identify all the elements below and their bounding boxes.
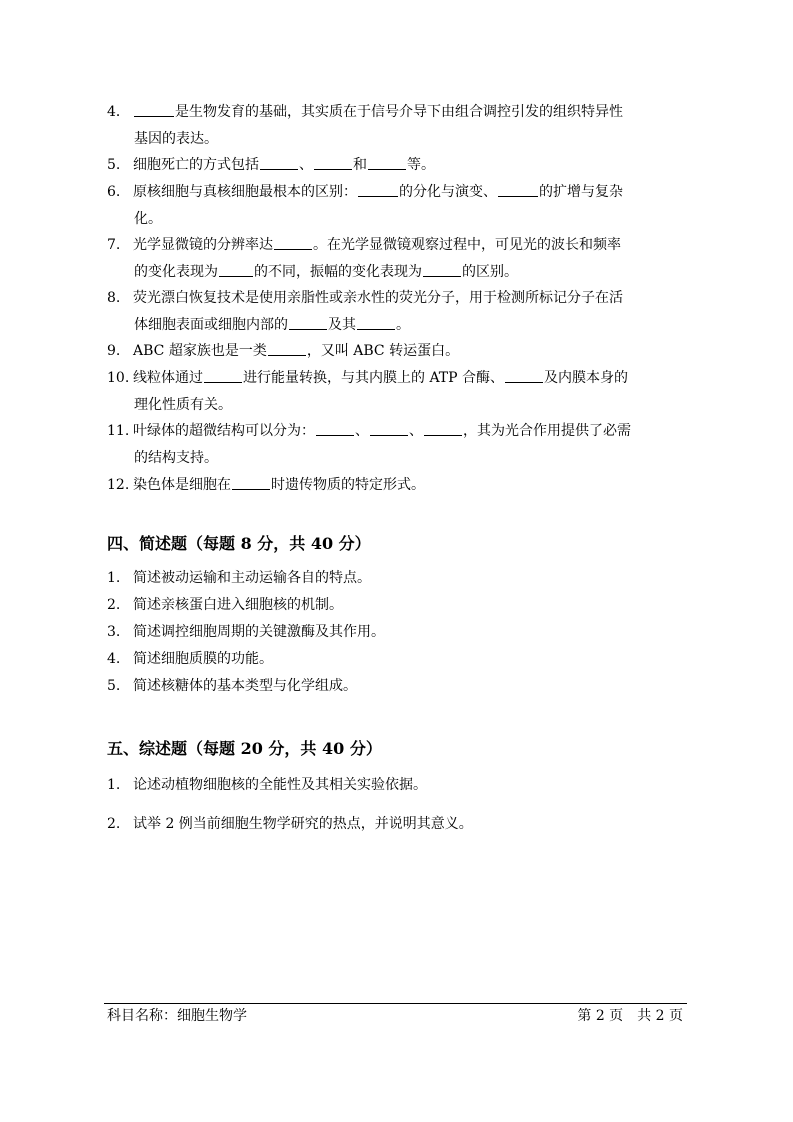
item-text: 的扩增与复杂 (539, 184, 623, 200)
short-answer-question-2 (107, 594, 343, 616)
footer-divider (104, 1003, 687, 1004)
item-number: 8. (107, 290, 121, 306)
item-text: 等。 (407, 157, 435, 173)
fill-item-10 (107, 365, 692, 413)
fill-item-8 (107, 285, 692, 333)
item-text: 染色体是细胞在 (133, 477, 231, 493)
item-number: 5. (107, 157, 121, 173)
item-text: 、 (409, 423, 423, 439)
answer-blank (370, 421, 408, 436)
item-text: 的分化与演变、 (399, 184, 497, 200)
short-answer-question-4 (107, 648, 273, 670)
item-number: 7. (107, 237, 121, 253)
answer-blank (134, 102, 174, 117)
item-number: 9. (107, 343, 121, 359)
item-text: 是生物发育的基础，其实质在于信号介导下由组合调控引发的组织特异性 (175, 104, 623, 120)
answer-blank (357, 315, 395, 330)
item-number: 10. (107, 370, 130, 386)
item-continuation: 化。 (134, 211, 162, 227)
question-text: 试举 2 例当前细胞生物学研究的热点，并说明其意义。 (133, 816, 473, 832)
question-text: 论述动植物细胞核的全能性及其相关实验依据。 (133, 777, 427, 793)
answer-blank (505, 368, 543, 383)
item-text: ，其为光合作用提供了必需 (463, 423, 631, 439)
item-continuation (134, 312, 410, 339)
answer-blank (423, 262, 461, 277)
answer-blank (204, 368, 242, 383)
question-text: 简述调控细胞周期的关键激酶及其作用。 (133, 624, 385, 640)
item-continuation: 基因的表达。 (134, 131, 218, 147)
question-text: 简述亲核蛋白进入细胞核的机制。 (133, 597, 343, 613)
item-number: 1. (107, 570, 121, 586)
item-continuation: 的结构支持。 (134, 450, 218, 466)
essay-question-1 (107, 774, 427, 796)
answer-blank (219, 262, 253, 277)
answer-blank (316, 421, 354, 436)
fill-item-5 (107, 152, 692, 179)
item-text: ，又叫 ABC 转运蛋白。 (306, 343, 460, 359)
fill-item-4 (107, 99, 692, 147)
item-text: 叶绿体的超微结构可以分为： (133, 423, 315, 439)
item-number: 11. (107, 423, 130, 439)
item-text: 及其 (328, 317, 356, 333)
essay-question-2 (107, 813, 473, 835)
item-text: 光学显微镜的分辨率达 (133, 237, 273, 253)
item-number: 6. (107, 184, 121, 200)
answer-blank (274, 235, 312, 250)
page-total: 共 2 页 (637, 1008, 683, 1024)
answer-blank (498, 182, 538, 197)
item-text: 。在光学显微镜观察过程中，可见光的波长和频率 (313, 237, 621, 253)
question-text: 简述核糖体的基本类型与化学组成。 (133, 678, 357, 694)
answer-blank (314, 155, 352, 170)
fill-item-6 (107, 179, 692, 227)
item-number: 1. (107, 777, 121, 793)
item-text: 进行能量转换，与其内膜上的 ATP 合酶、 (243, 370, 505, 386)
answer-blank (260, 155, 298, 170)
footer-page-info (577, 1005, 683, 1027)
item-text: 的不同，振幅的变化表现为 (254, 264, 422, 280)
item-text: 体细胞表面或细胞内部的 (134, 317, 288, 333)
section-heading-short-answer: 四、简述题（每题 8 分，共 40 分） (107, 534, 371, 553)
item-text: 、 (299, 157, 313, 173)
item-text: 和 (353, 157, 367, 173)
item-number: 12. (107, 477, 130, 493)
item-text: 。 (396, 317, 410, 333)
item-number: 2. (107, 597, 121, 613)
short-answer-question-1 (107, 567, 371, 589)
item-text: 、 (355, 423, 369, 439)
question-text: 简述被动运输和主动运输各自的特点。 (133, 570, 371, 586)
fill-item-12 (107, 472, 692, 499)
item-number: 4． (107, 104, 130, 120)
short-answer-question-3 (107, 621, 385, 643)
item-continuation (134, 259, 518, 286)
fill-item-11 (107, 418, 692, 466)
short-answer-question-5 (107, 675, 357, 697)
item-number: 5. (107, 678, 121, 694)
item-number: 3. (107, 624, 121, 640)
question-text: 简述细胞质膜的功能。 (133, 651, 273, 667)
item-text: 荧光漂白恢复技术是使用亲脂性或亲水性的荧光分子，用于检测所标记分子在活 (133, 290, 623, 306)
page-number: 第 2 页 (577, 1008, 624, 1024)
item-text: 线粒体通过 (133, 370, 203, 386)
item-text: 时遗传物质的特定形式。 (271, 477, 425, 493)
item-text: 的区别。 (462, 264, 518, 280)
item-text: 细胞死亡的方式包括 (133, 157, 259, 173)
footer-subject: 科目名称：细胞生物学 (107, 1008, 247, 1024)
answer-blank (358, 182, 398, 197)
item-text: 及内膜本身的 (544, 370, 629, 386)
item-text: ABC 超家族也是一类 (133, 343, 267, 359)
fill-item-7 (107, 232, 692, 280)
answer-blank (368, 155, 406, 170)
item-number: 4. (107, 651, 121, 667)
item-text: 的变化表现为 (134, 264, 218, 280)
answer-blank (268, 341, 306, 356)
fill-item-9 (107, 338, 692, 365)
item-continuation: 理化性质有关。 (134, 397, 232, 413)
section-heading-essay: 五、综述题（每题 20 分，共 40 分） (107, 739, 382, 758)
item-number: 2. (107, 816, 121, 832)
answer-blank (424, 421, 462, 436)
item-text: 原核细胞与真核细胞最根本的区别： (133, 184, 357, 200)
answer-blank (289, 315, 327, 330)
answer-blank (232, 475, 270, 490)
